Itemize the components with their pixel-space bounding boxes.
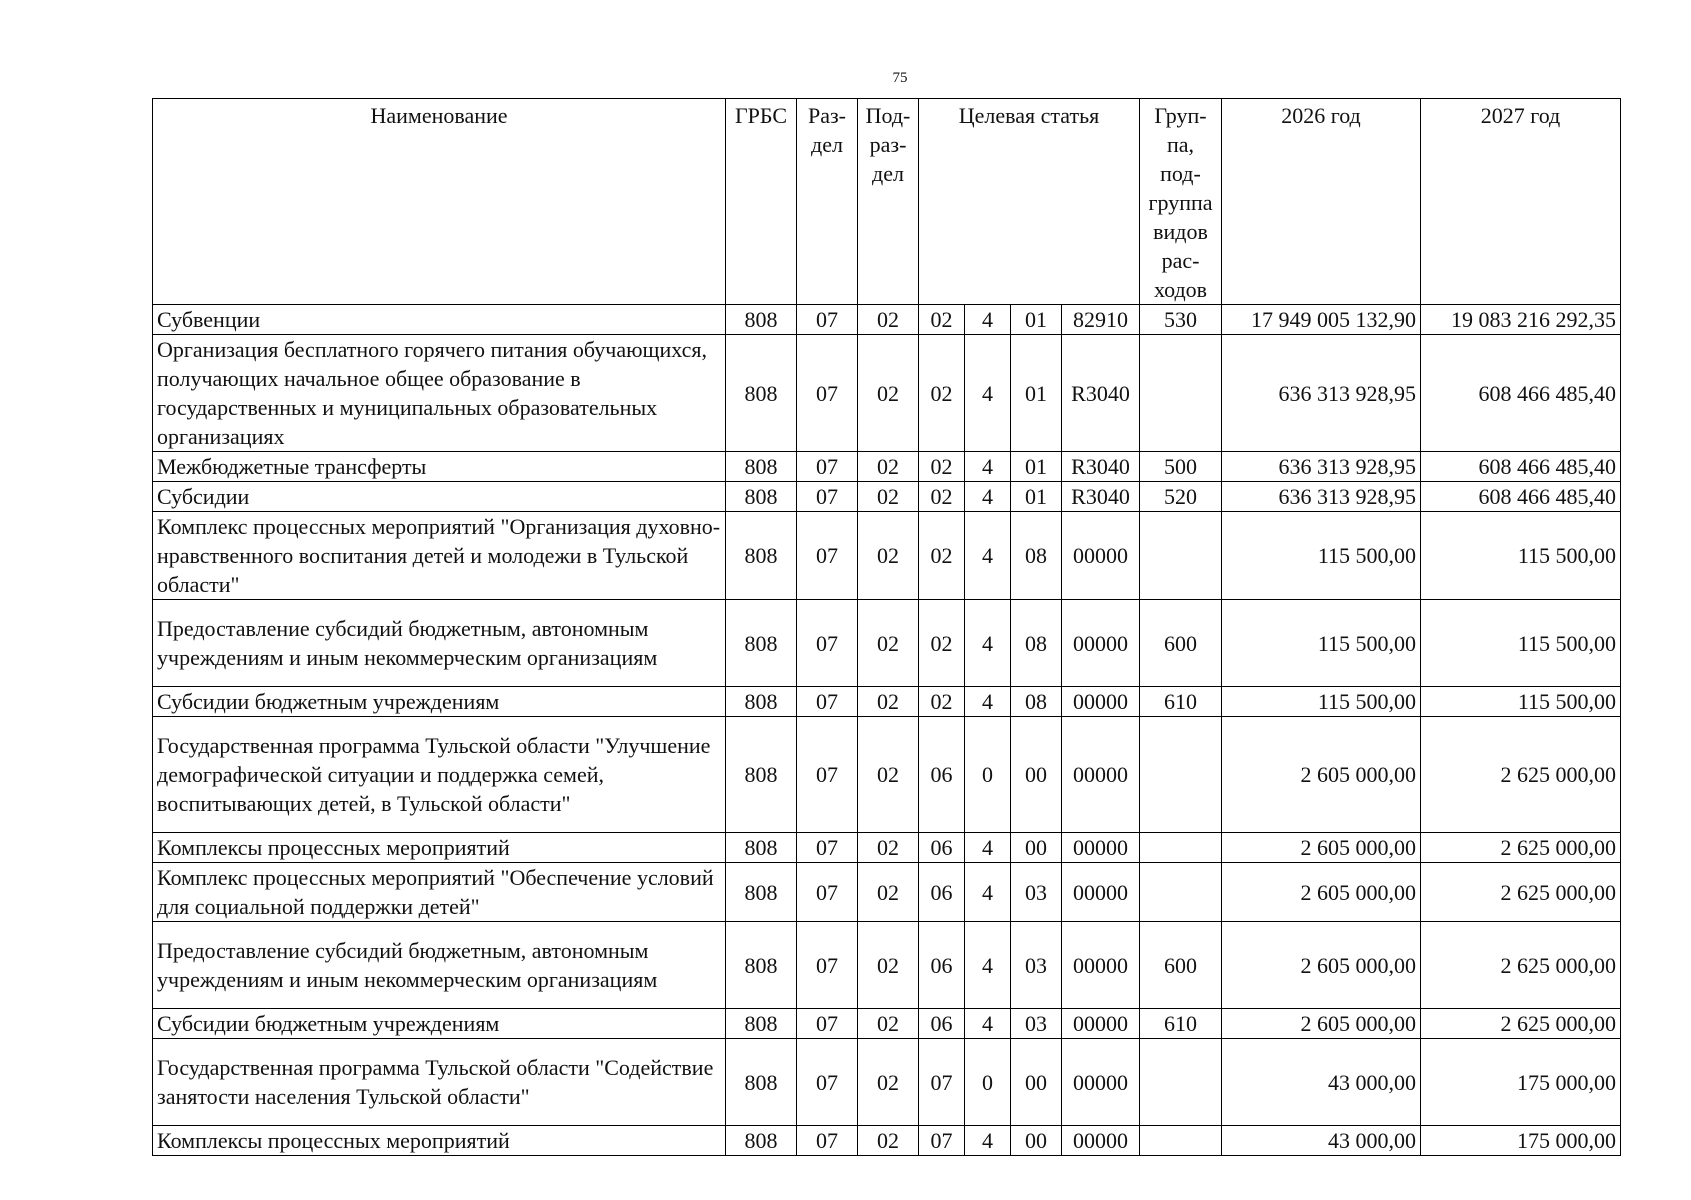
row-target-direction: R3040	[1062, 335, 1140, 452]
row-amount-2027: 115 500,00	[1421, 512, 1621, 600]
table-row	[153, 305, 1621, 335]
table-row	[153, 687, 1621, 717]
row-name: Комплекс процессных мероприятий "Обеспечение условий для социальной поддержки детей"	[153, 863, 726, 922]
row-amount-2027: 175 000,00	[1421, 1126, 1621, 1156]
table-row	[153, 1009, 1621, 1039]
row-expense-group: 610	[1140, 1009, 1222, 1039]
row-razdel: 07	[797, 482, 858, 512]
row-target-direction: 00000	[1062, 863, 1140, 922]
row-podrazdel: 02	[858, 482, 919, 512]
row-name: Межбюджетные трансферты	[153, 452, 726, 482]
row-amount-2027: 2 625 000,00	[1421, 717, 1621, 833]
table-row	[153, 863, 1621, 922]
row-grbs: 808	[726, 1039, 797, 1126]
row-target-complex: 01	[1011, 482, 1062, 512]
row-razdel: 07	[797, 512, 858, 600]
row-target-direction: 82910	[1062, 305, 1140, 335]
row-podrazdel: 02	[858, 335, 919, 452]
row-target-complex: 08	[1011, 687, 1062, 717]
row-name: Субсидии бюджетным учреждениям	[153, 687, 726, 717]
header-2027: 2027 год	[1421, 99, 1621, 305]
row-target-direction: 00000	[1062, 717, 1140, 833]
row-razdel: 07	[797, 717, 858, 833]
row-amount-2026: 115 500,00	[1222, 512, 1421, 600]
row-razdel: 07	[797, 1009, 858, 1039]
row-target-type: 4	[965, 922, 1011, 1009]
row-podrazdel: 02	[858, 863, 919, 922]
row-grbs: 808	[726, 482, 797, 512]
row-razdel: 07	[797, 452, 858, 482]
row-razdel: 07	[797, 833, 858, 863]
row-name: Организация бесплатного горячего питания обучающихся, получающих начальное общее образование в государственных и муниципальных образовательных организациях	[153, 335, 726, 452]
row-amount-2027: 175 000,00	[1421, 1039, 1621, 1126]
row-target-complex: 08	[1011, 600, 1062, 687]
row-expense-group: 600	[1140, 922, 1222, 1009]
row-name: Субвенции	[153, 305, 726, 335]
row-target-type: 4	[965, 833, 1011, 863]
table-row	[153, 600, 1621, 687]
row-target-program: 07	[919, 1039, 965, 1126]
row-razdel: 07	[797, 1039, 858, 1126]
table-row	[153, 512, 1621, 600]
row-expense-group	[1140, 512, 1222, 600]
row-podrazdel: 02	[858, 452, 919, 482]
row-target-type: 4	[965, 600, 1011, 687]
row-target-type: 4	[965, 482, 1011, 512]
row-amount-2026: 636 313 928,95	[1222, 482, 1421, 512]
table-header-row	[153, 99, 1621, 305]
header-grbs: ГРБС	[726, 99, 797, 305]
row-amount-2026: 43 000,00	[1222, 1126, 1421, 1156]
row-podrazdel: 02	[858, 922, 919, 1009]
row-target-direction: R3040	[1062, 452, 1140, 482]
row-target-direction: 00000	[1062, 922, 1140, 1009]
row-grbs: 808	[726, 600, 797, 687]
header-podrazdel: Под- раз- дел	[858, 99, 919, 305]
row-target-program: 02	[919, 482, 965, 512]
row-razdel: 07	[797, 305, 858, 335]
row-target-program: 02	[919, 600, 965, 687]
row-target-complex: 01	[1011, 452, 1062, 482]
row-name: Государственная программа Тульской области "Улучшение демографической ситуации и поддержка семей, воспитывающих детей, в Тульской области"	[153, 717, 726, 833]
header-target: Целевая статья	[919, 99, 1140, 305]
row-target-type: 4	[965, 305, 1011, 335]
row-name: Комплексы процессных мероприятий	[153, 833, 726, 863]
row-target-program: 06	[919, 922, 965, 1009]
row-expense-group	[1140, 863, 1222, 922]
row-grbs: 808	[726, 305, 797, 335]
row-expense-group	[1140, 833, 1222, 863]
row-podrazdel: 02	[858, 1126, 919, 1156]
table-body	[153, 305, 1621, 1156]
row-name: Предоставление субсидий бюджетным, автономным учреждениям и иным некоммерческим организациям	[153, 600, 726, 687]
row-target-type: 4	[965, 335, 1011, 452]
row-grbs: 808	[726, 1009, 797, 1039]
row-podrazdel: 02	[858, 1009, 919, 1039]
row-podrazdel: 02	[858, 717, 919, 833]
row-target-program: 02	[919, 452, 965, 482]
row-target-type: 0	[965, 717, 1011, 833]
row-amount-2027: 2 625 000,00	[1421, 863, 1621, 922]
row-amount-2026: 2 605 000,00	[1222, 863, 1421, 922]
header-name: Наименование	[153, 99, 726, 305]
row-razdel: 07	[797, 1126, 858, 1156]
row-expense-group: 500	[1140, 452, 1222, 482]
row-target-direction: 00000	[1062, 600, 1140, 687]
row-name: Субсидии	[153, 482, 726, 512]
row-target-direction: 00000	[1062, 1126, 1140, 1156]
row-name: Комплекс процессных мероприятий "Организация духовно-нравственного воспитания детей и молодежи в Тульской области"	[153, 512, 726, 600]
row-amount-2027: 2 625 000,00	[1421, 922, 1621, 1009]
table-row	[153, 833, 1621, 863]
row-amount-2027: 19 083 216 292,35	[1421, 305, 1621, 335]
row-expense-group: 530	[1140, 305, 1222, 335]
table-row	[153, 482, 1621, 512]
table-row	[153, 335, 1621, 452]
row-target-type: 4	[965, 1009, 1011, 1039]
row-amount-2027: 608 466 485,40	[1421, 335, 1621, 452]
row-grbs: 808	[726, 512, 797, 600]
row-amount-2026: 636 313 928,95	[1222, 335, 1421, 452]
row-amount-2026: 2 605 000,00	[1222, 717, 1421, 833]
row-target-program: 02	[919, 335, 965, 452]
row-expense-group	[1140, 1039, 1222, 1126]
row-target-direction: 00000	[1062, 833, 1140, 863]
row-expense-group: 610	[1140, 687, 1222, 717]
row-target-complex: 01	[1011, 305, 1062, 335]
row-target-type: 4	[965, 512, 1011, 600]
row-razdel: 07	[797, 687, 858, 717]
row-expense-group: 520	[1140, 482, 1222, 512]
page-number: 75	[892, 70, 908, 86]
row-target-complex: 00	[1011, 1039, 1062, 1126]
row-name: Государственная программа Тульской области "Содействие занятости населения Тульской области"	[153, 1039, 726, 1126]
row-target-complex: 00	[1011, 717, 1062, 833]
row-target-type: 0	[965, 1039, 1011, 1126]
row-amount-2026: 115 500,00	[1222, 600, 1421, 687]
row-amount-2027: 2 625 000,00	[1421, 833, 1621, 863]
row-target-direction: 00000	[1062, 1039, 1140, 1126]
row-target-complex: 00	[1011, 1126, 1062, 1156]
row-razdel: 07	[797, 600, 858, 687]
table-row	[153, 717, 1621, 833]
row-target-program: 06	[919, 1009, 965, 1039]
row-target-complex: 00	[1011, 833, 1062, 863]
row-razdel: 07	[797, 335, 858, 452]
row-amount-2026: 636 313 928,95	[1222, 452, 1421, 482]
row-target-complex: 01	[1011, 335, 1062, 452]
row-amount-2026: 115 500,00	[1222, 687, 1421, 717]
row-target-complex: 08	[1011, 512, 1062, 600]
row-name: Субсидии бюджетным учреждениям	[153, 1009, 726, 1039]
row-target-direction: 00000	[1062, 687, 1140, 717]
row-expense-group	[1140, 1126, 1222, 1156]
row-amount-2027: 2 625 000,00	[1421, 1009, 1621, 1039]
row-target-program: 06	[919, 863, 965, 922]
row-razdel: 07	[797, 922, 858, 1009]
row-target-type: 4	[965, 687, 1011, 717]
row-expense-group: 600	[1140, 600, 1222, 687]
table-row	[153, 1126, 1621, 1156]
row-razdel: 07	[797, 863, 858, 922]
row-grbs: 808	[726, 687, 797, 717]
row-podrazdel: 02	[858, 687, 919, 717]
row-target-direction: 00000	[1062, 1009, 1140, 1039]
row-podrazdel: 02	[858, 1039, 919, 1126]
row-amount-2027: 608 466 485,40	[1421, 482, 1621, 512]
row-grbs: 808	[726, 833, 797, 863]
row-grbs: 808	[726, 1126, 797, 1156]
row-target-complex: 03	[1011, 1009, 1062, 1039]
row-amount-2026: 2 605 000,00	[1222, 1009, 1421, 1039]
row-grbs: 808	[726, 922, 797, 1009]
header-2026: 2026 год	[1222, 99, 1421, 305]
row-amount-2027: 608 466 485,40	[1421, 452, 1621, 482]
row-grbs: 808	[726, 717, 797, 833]
row-podrazdel: 02	[858, 512, 919, 600]
row-target-type: 4	[965, 863, 1011, 922]
row-target-program: 06	[919, 717, 965, 833]
row-podrazdel: 02	[858, 305, 919, 335]
header-razdel: Раз- дел	[797, 99, 858, 305]
row-target-program: 02	[919, 687, 965, 717]
row-name: Комплексы процессных мероприятий	[153, 1126, 726, 1156]
row-target-direction: 00000	[1062, 512, 1140, 600]
row-target-type: 4	[965, 1126, 1011, 1156]
row-target-type: 4	[965, 452, 1011, 482]
row-target-program: 02	[919, 305, 965, 335]
row-target-direction: R3040	[1062, 482, 1140, 512]
row-target-complex: 03	[1011, 922, 1062, 1009]
row-target-program: 07	[919, 1126, 965, 1156]
row-amount-2026: 2 605 000,00	[1222, 833, 1421, 863]
budget-table	[152, 98, 1621, 1156]
row-grbs: 808	[726, 452, 797, 482]
row-amount-2027: 115 500,00	[1421, 600, 1621, 687]
row-amount-2026: 2 605 000,00	[1222, 922, 1421, 1009]
row-grbs: 808	[726, 863, 797, 922]
row-name: Предоставление субсидий бюджетным, автономным учреждениям и иным некоммерческим организациям	[153, 922, 726, 1009]
table-row	[153, 922, 1621, 1009]
table-row	[153, 452, 1621, 482]
table-row	[153, 1039, 1621, 1126]
row-podrazdel: 02	[858, 600, 919, 687]
row-amount-2026: 43 000,00	[1222, 1039, 1421, 1126]
header-group: Груп- па, под- группа видов рас- ходов	[1140, 99, 1222, 305]
row-target-program: 02	[919, 512, 965, 600]
row-target-complex: 03	[1011, 863, 1062, 922]
row-target-program: 06	[919, 833, 965, 863]
row-expense-group	[1140, 335, 1222, 452]
row-podrazdel: 02	[858, 833, 919, 863]
row-expense-group	[1140, 717, 1222, 833]
row-grbs: 808	[726, 335, 797, 452]
row-amount-2026: 17 949 005 132,90	[1222, 305, 1421, 335]
row-amount-2027: 115 500,00	[1421, 687, 1621, 717]
